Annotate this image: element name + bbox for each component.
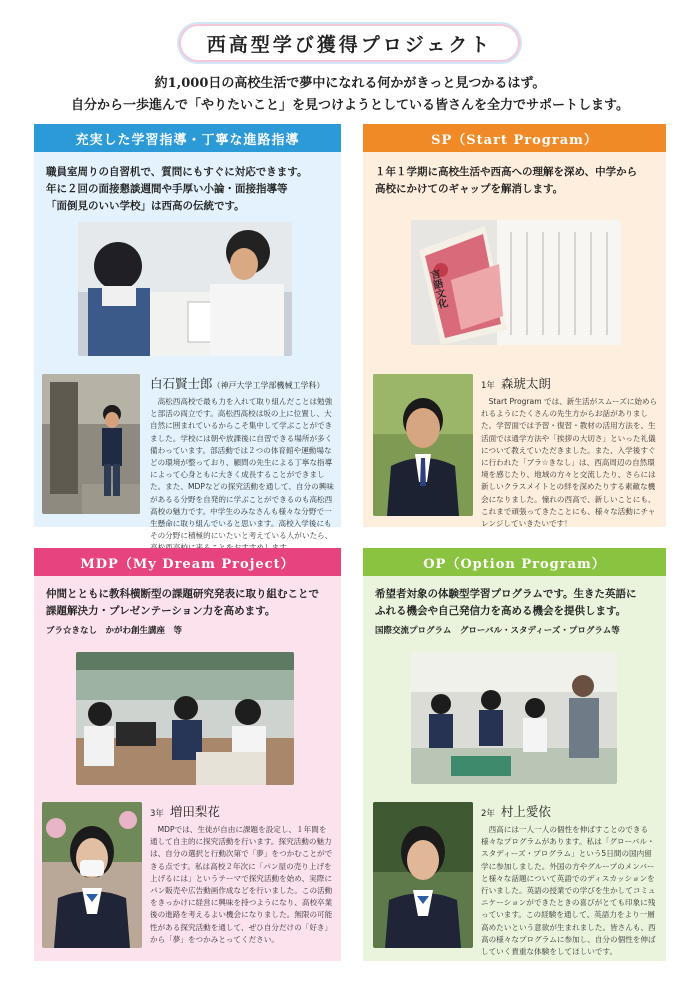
person-grade: 2年 — [481, 809, 495, 819]
panel-study-lead-1: 職員室周りの自習机で、質問にもすぐに対応できます。 — [46, 166, 308, 178]
student-photo-shiraishi — [42, 374, 140, 514]
panel-sp-heading: SP（Start Program） — [363, 124, 666, 152]
person-affiliation: （神戸大学工学部機械工学科） — [212, 381, 325, 390]
panel-op-heading: OP（Option Program） — [363, 548, 666, 576]
person-masuda — [150, 802, 334, 946]
intro-line-2: 自分から一歩進んで「やりたいこと」を見つけようとしている皆さんを全力でサポートします。 — [71, 98, 629, 113]
panel-sp-lead-1: １年１学期に高校生活や西高への理解を深め、中学から — [375, 166, 638, 178]
student-photo-mori — [373, 374, 473, 516]
panel-mdp-lead-2: 課題解決力・プレゼンテーション力を高めます。 — [46, 605, 276, 617]
panel-study — [34, 124, 341, 541]
textbook-photo — [411, 220, 621, 345]
student-photo-murakami — [373, 802, 473, 948]
panel-mdp-programs: ブラ☆きなし かがわ創生講座 等 — [46, 626, 183, 636]
panel-mdp-heading: MDP（My Dream Project） — [34, 548, 341, 576]
person-shiraishi — [150, 374, 334, 555]
page-title-box — [181, 26, 518, 60]
mdp-classroom-photo — [76, 652, 294, 785]
person-murakami — [481, 802, 659, 958]
panel-study-lead-2: 年に２回の面接懇談週間や手厚い小論・面接指導等 — [46, 183, 288, 195]
panel-op-lead-1: 希望者対象の体験型学習プログラムです。生きた英語に — [375, 588, 637, 600]
person-testimonial: MDPでは、生徒が自由に課題を設定し、１年間を通して自主的に探究活動を行います。探究活動の魅力は、自分の選択と行動次第で「夢」をつかむことができる点です。私は高校２年次に「パン屋の売り上げを上げるには」というテーマで探究活動を始め、実際にパン販売や広告動画作成などを行いました。この活動をきっかけに経営に興味を持つようになり、高校卒業後の進路を考えるよい機会になりました。無限の可能性がある探究活動を通して、ぜひ自分だけの「好き」から「夢」をつかみとってください。 — [150, 825, 333, 944]
person-mori — [481, 374, 659, 530]
panel-study-lead-3: 「面倒見のいい学校」は西高の伝統です。 — [46, 200, 245, 212]
person-name: 森琥太朗 — [500, 376, 551, 391]
person-testimonial: 高松西高校で最も力を入れて取り組んだことは勉強と部活の両立です。高松西高校は坂の上に位置し、大自然に囲まれているからこそ集中して学ぶことができました。学校には朝や放課後に自習できる場所が多く備わっています。部活動では２つの体育館や運動場などの環境が整っており、顧問の先生による丁寧な指導によって心身ともに大きく成長することができました。また、MDPなどの探究活動を通して、自分の興味があるる分野を自発的に学ぶことができるのも高松西高校の魅力です。中学生のみなさんも様々な分野で一生懸命に取り組んでいると思います。高校入学後にもその分野に積極的にいたいと考えている人がいたら、 — [150, 397, 334, 541]
panel-study-heading: 充実した学習指導・丁寧な進路指導 — [34, 124, 341, 152]
panel-sp-lead-2: 高校にかけてのギャップを解消します。 — [375, 183, 564, 195]
op-classroom-photo — [411, 652, 617, 784]
intro-line-1: 約1,000日の高校生活で夢中になれる何かがきっと見つかるはず。 — [154, 76, 546, 91]
student-photo-masuda — [42, 802, 142, 948]
panel-sp — [363, 124, 666, 527]
person-grade: 3年 — [150, 809, 164, 819]
panel-op — [363, 548, 666, 961]
person-name: 白石賢士郎 — [150, 376, 213, 391]
page-title: 西高型学び獲得プロジェクト — [206, 33, 493, 56]
panel-op-programs: 国際交流プログラム グローバル・スタディーズ・プログラム等 — [375, 626, 620, 636]
textbook-title: 言語文化 — [427, 268, 448, 310]
person-testimonial: Start Program では、新生活がスムーズに始められるようにたくさんの先生方からお話がありました。学習面では予習・復習・教材の活用方法を、生活面では通学方法や「挨拶の大切さ」といった礼儀について教えていただきました。また、入学後すぐに行われた「ブラ☆きなし」は、西高周辺の自然環境を感じたり、地域の方々と交流したり、さらには新しいクラスメイトとの絆を深めたりする素敵な機会になりました。憧れの西高で、新しいことにも、これまで頑張ってきたことにも、様々な活動にチャレンジしていきたいです！ — [481, 397, 658, 529]
person-testimonial: 西高には一人一人の個性を伸ばすことのできる様々なプログラムがあります。私は「グローバル・スタディーズ・プログラム」という5日間の国内留学に参加しました。外国の方やグループのメンバーと様々な話題について英語でのディスカッションを行いました。英語の授業での学びを生かしてコミュニケーションができたときの喜びがとても印象に残っています。この経験を通して、英語力をより一層高めたいという意欲が生まれました。皆さんも、西高の様々なプログラムに参加し、自分の個性を伸ばしていく貴重な体験をしてほしいです。 — [481, 825, 656, 957]
person-grade: 1年 — [481, 381, 495, 391]
person-name: 村上愛依 — [500, 804, 551, 819]
study-photo — [78, 222, 292, 356]
panel-mdp-lead-1: 仲間とともに教科横断型の課題研究発表に取り組むことで — [46, 588, 319, 600]
panel-op-lead-2: ふれる機会や自己発信力を高める機会を提供します。 — [375, 605, 627, 617]
person-name: 増田梨花 — [169, 804, 220, 819]
panel-mdp — [34, 548, 341, 961]
